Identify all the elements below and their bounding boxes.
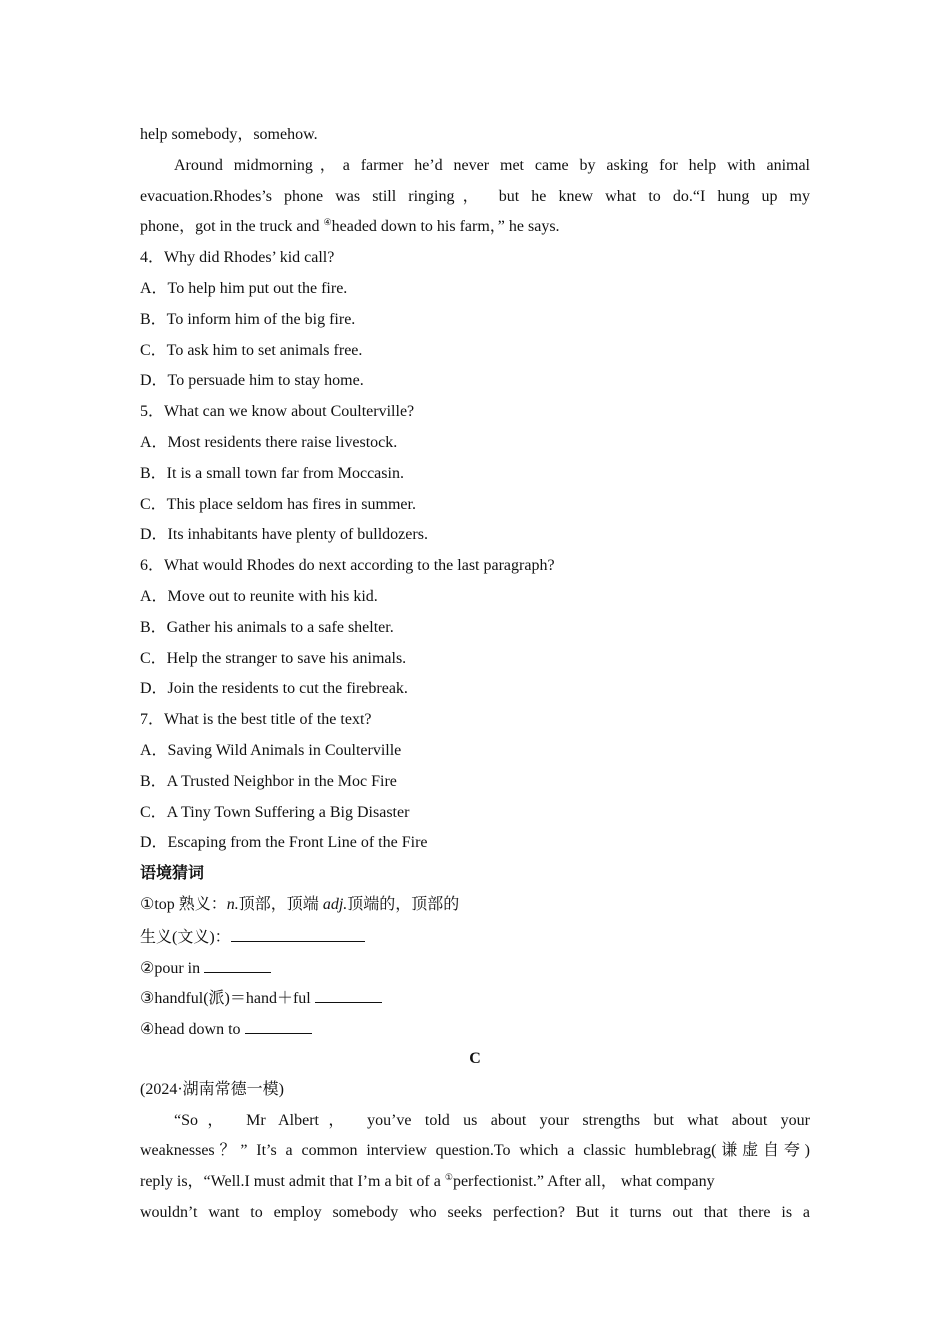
vocab-item-3 <box>140 982 810 1013</box>
passage-line: help somebody，somehow. <box>140 126 318 143</box>
passage-line: weaknesses？” It’s a common interview question.To which a classic humblebrag(谦虚自夸) <box>140 1142 810 1160</box>
text-run: ④head down to <box>140 1021 245 1039</box>
question-7 <box>140 705 810 859</box>
answer-blank[interactable] <box>245 1013 312 1034</box>
passage-line: Around midmorning，a farmer he’d never met came by asking for help with animal <box>174 156 810 174</box>
vocab-item-2 <box>140 952 810 983</box>
text-run: perfectionist.” After all， what company <box>452 1173 715 1191</box>
text-run: 顶部，顶端 <box>238 895 323 913</box>
passage-line: evacuation.Rhodes’s phone was still ringing， but he knew what to do.“I hung up my <box>140 187 810 205</box>
question-4 <box>140 243 810 397</box>
option-d: D．Its inhabitants have plenty of bulldozers. <box>140 526 428 544</box>
text-run: phone，got in the truck and <box>140 218 324 236</box>
answer-blank[interactable] <box>204 952 271 973</box>
question-stem: 7．What is the best title of the text? <box>140 711 372 729</box>
passage-line: “So， Mr Albert， you’ve told us about your strengths but what about your <box>174 1111 810 1129</box>
option-a: A．Saving Wild Animals in Coulterville <box>140 741 402 759</box>
text-run: 生义(文义)： <box>140 928 231 946</box>
passage-line <box>140 212 810 243</box>
source-label: (2024·湖南常德一模) <box>140 1080 284 1098</box>
text-run <box>140 1167 715 1198</box>
option-b: B．To inform him of the big fire. <box>140 310 356 328</box>
option-d: D．To persuade him to stay home. <box>140 372 364 390</box>
document-page <box>140 120 810 1229</box>
option-a: A．To help him put out the fire. <box>140 279 348 297</box>
section-label: C <box>469 1049 481 1067</box>
option-c: C．Help the stranger to save his animals. <box>140 649 407 667</box>
pos-label: n. <box>226 895 239 913</box>
option-d: D．Escaping from the Front Line of the Fire <box>140 834 428 852</box>
option-b: B．A Trusted Neighbor in the Moc Fire <box>140 772 397 790</box>
text-run: ①top 熟义： <box>140 895 227 913</box>
text-run: 顶端的，顶部的 <box>347 895 460 913</box>
passage-line: wouldn’t want to employ somebody who seeks perfection? But it turns out that there is a <box>140 1203 810 1221</box>
annotation-marker: ④ <box>323 217 332 228</box>
option-c: C．To ask him to set animals free. <box>140 341 363 359</box>
option-b: B．Gather his animals to a safe shelter. <box>140 618 394 636</box>
annotation-marker: ① <box>444 1172 453 1183</box>
option-a: A．Most residents there raise livestock. <box>140 433 398 451</box>
vocab-heading: 语境猜词 <box>140 865 205 883</box>
option-a: A．Move out to reunite with his kid. <box>140 587 378 605</box>
vocab-item-1-line2 <box>140 921 810 952</box>
option-d: D．Join the residents to cut the firebreak. <box>140 680 408 698</box>
question-5 <box>140 397 810 551</box>
answer-blank[interactable] <box>315 982 382 1003</box>
pos-label: adj. <box>322 895 348 913</box>
option-b: B．It is a small town far from Moccasin. <box>140 464 404 482</box>
question-stem: 4．Why did Rhodes’ kid call? <box>140 249 335 267</box>
vocab-item-4 <box>140 1013 810 1044</box>
text-run: ②pour in <box>140 959 205 977</box>
passage-line <box>140 1167 810 1198</box>
question-stem: 6．What would Rhodes do next according to the last paragraph? <box>140 557 555 575</box>
text-run: reply is，“Well.I must admit that I’m a bit of a <box>140 1173 445 1191</box>
option-c: C．This place seldom has fires in summer. <box>140 495 416 513</box>
question-6 <box>140 551 810 705</box>
option-c: C．A Tiny Town Suffering a Big Disaster <box>140 803 410 821</box>
text-run: headed down to his farm，” he says. <box>331 218 560 236</box>
answer-blank[interactable] <box>231 921 365 942</box>
question-stem: 5．What can we know about Coulterville? <box>140 403 415 421</box>
text-run: ③handful(派)＝hand＋ful <box>140 990 315 1008</box>
vocab-item-1 <box>140 890 810 921</box>
